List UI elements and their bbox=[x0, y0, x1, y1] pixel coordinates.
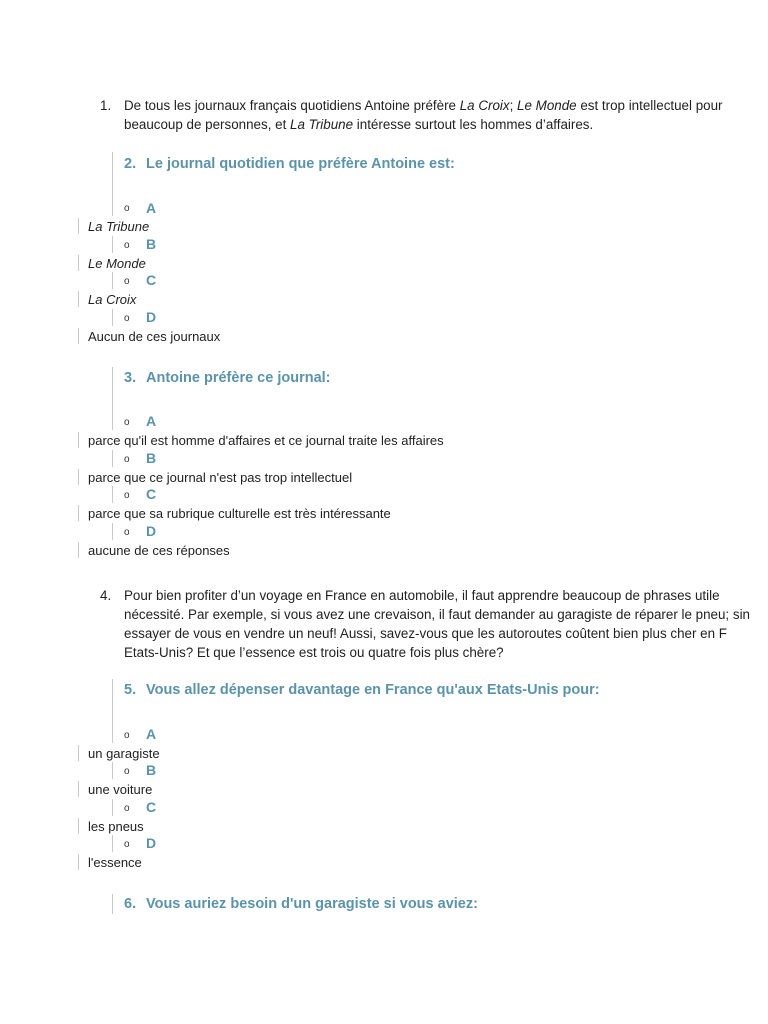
option-letter-c[interactable]: C bbox=[146, 486, 157, 502]
answer-rule bbox=[78, 818, 79, 834]
option-answer-d[interactable]: aucune de ces réponses bbox=[88, 543, 230, 558]
question-number: 6. bbox=[124, 896, 137, 912]
answer-rule bbox=[78, 432, 79, 448]
paragraph-line bbox=[124, 586, 768, 605]
option-rule bbox=[112, 726, 113, 743]
answer-rule bbox=[78, 255, 79, 271]
option-bullet: o bbox=[124, 803, 130, 814]
option-rule bbox=[112, 309, 113, 326]
option-rule bbox=[112, 523, 113, 540]
question-number: 2. bbox=[124, 156, 137, 172]
option-bullet: o bbox=[124, 766, 130, 777]
option-letter-d[interactable]: D bbox=[146, 835, 157, 851]
question-rule bbox=[112, 152, 113, 202]
option-answer-b[interactable]: une voiture bbox=[88, 782, 153, 797]
answer-rule bbox=[78, 291, 79, 307]
question-rule bbox=[112, 679, 113, 727]
answer-rule bbox=[78, 328, 79, 344]
text-run: De tous les journaux français quotidiens Antoine préfère bbox=[124, 98, 460, 113]
option-answer-c[interactable]: La Croix bbox=[88, 292, 137, 307]
option-bullet: o bbox=[124, 527, 130, 538]
option-bullet: o bbox=[124, 240, 130, 251]
question-5-heading bbox=[124, 682, 600, 698]
option-answer-b[interactable]: parce que ce journal n'est pas trop intellectuel bbox=[88, 470, 353, 485]
paragraph-line bbox=[124, 96, 768, 115]
answer-rule bbox=[78, 469, 79, 485]
question-6-heading bbox=[124, 896, 478, 912]
answer-rule bbox=[78, 781, 79, 797]
question-text: Le journal quotidien que préfère Antoine est: bbox=[146, 156, 455, 172]
answer-rule bbox=[78, 854, 79, 870]
option-answer-b[interactable]: Le Monde bbox=[88, 256, 146, 271]
question-text: Antoine préfère ce journal: bbox=[146, 370, 331, 386]
option-rule bbox=[112, 272, 113, 289]
option-bullet: o bbox=[124, 203, 130, 214]
question-2-heading bbox=[124, 156, 455, 172]
text-run: ; bbox=[509, 98, 518, 113]
text-run: nécessité. Par exemple, si vous avez une crevaison, il faut demander au garagiste de réparer le pneu; sin bbox=[124, 607, 750, 622]
option-answer-c[interactable]: parce que sa rubrique culturelle est très intéressante bbox=[88, 506, 391, 521]
option-letter-a[interactable]: A bbox=[146, 413, 157, 429]
newspaper-name: Le Monde bbox=[517, 98, 577, 113]
option-rule bbox=[112, 799, 113, 816]
option-bullet: o bbox=[124, 313, 130, 324]
option-letter-a[interactable]: A bbox=[146, 200, 157, 216]
option-letter-d[interactable]: D bbox=[146, 309, 157, 325]
option-rule bbox=[112, 450, 113, 467]
question-text: Vous allez dépenser davantage en France qu'aux Etats-Unis pour: bbox=[146, 682, 600, 698]
paragraph-number: 1. bbox=[100, 98, 112, 113]
option-answer-a[interactable]: parce qu'il est homme d'affaires et ce journal traite les affaires bbox=[88, 433, 444, 448]
option-answer-d[interactable]: Aucun de ces journaux bbox=[88, 329, 221, 344]
question-rule bbox=[112, 367, 113, 415]
answer-rule bbox=[78, 505, 79, 521]
option-letter-c[interactable]: C bbox=[146, 799, 157, 815]
question-number: 3. bbox=[124, 370, 137, 386]
option-letter-c[interactable]: C bbox=[146, 272, 157, 288]
paragraph-line bbox=[124, 643, 768, 662]
paragraph-line bbox=[124, 115, 768, 134]
option-rule bbox=[112, 486, 113, 503]
answer-rule bbox=[78, 745, 79, 761]
option-rule bbox=[112, 835, 113, 852]
option-letter-d[interactable]: D bbox=[146, 523, 157, 539]
newspaper-name: La Croix bbox=[459, 98, 510, 113]
question-rule bbox=[112, 894, 113, 914]
option-answer-a[interactable]: La Tribune bbox=[88, 219, 150, 234]
option-bullet: o bbox=[124, 417, 130, 428]
option-rule bbox=[112, 762, 113, 779]
option-bullet: o bbox=[124, 839, 130, 850]
question-number: 5. bbox=[124, 682, 137, 698]
option-rule bbox=[112, 199, 113, 216]
option-answer-a[interactable]: un garagiste bbox=[88, 746, 160, 761]
option-letter-b[interactable]: B bbox=[146, 450, 157, 466]
option-rule bbox=[112, 236, 113, 253]
option-bullet: o bbox=[124, 730, 130, 741]
option-letter-b[interactable]: B bbox=[146, 762, 157, 778]
text-run: intéresse surtout les hommes d’affaires. bbox=[353, 117, 594, 132]
text-run: beaucoup de personnes, et bbox=[124, 117, 291, 132]
option-answer-c[interactable]: les pneus bbox=[88, 819, 144, 834]
option-rule bbox=[112, 413, 113, 430]
option-bullet: o bbox=[124, 490, 130, 501]
paragraph-number: 4. bbox=[100, 588, 112, 603]
question-3-heading bbox=[124, 370, 331, 386]
option-bullet: o bbox=[124, 276, 130, 287]
option-answer-d[interactable]: l'essence bbox=[88, 855, 142, 870]
text-run: est trop intellectuel pour bbox=[576, 98, 723, 113]
answer-rule bbox=[78, 218, 79, 234]
newspaper-name: La Tribune bbox=[290, 117, 354, 132]
text-run: Pour bien profiter d’un voyage en France en automobile, il faut apprendre beaucoup de phrases utile bbox=[124, 588, 720, 603]
paragraph-line bbox=[124, 624, 768, 643]
answer-rule bbox=[78, 542, 79, 558]
text-run: essayer de vous en vendre un neuf! Aussi, savez-vous que les autoroutes coûtent bien plus cher en F bbox=[124, 626, 727, 641]
option-letter-b[interactable]: B bbox=[146, 236, 157, 252]
text-run: Etats-Unis? Et que l’essence est trois ou quatre fois plus chère? bbox=[124, 645, 504, 660]
option-letter-a[interactable]: A bbox=[146, 726, 157, 742]
option-bullet: o bbox=[124, 454, 130, 465]
question-text: Vous auriez besoin d'un garagiste si vous aviez: bbox=[146, 896, 478, 912]
paragraph-line bbox=[124, 605, 768, 624]
